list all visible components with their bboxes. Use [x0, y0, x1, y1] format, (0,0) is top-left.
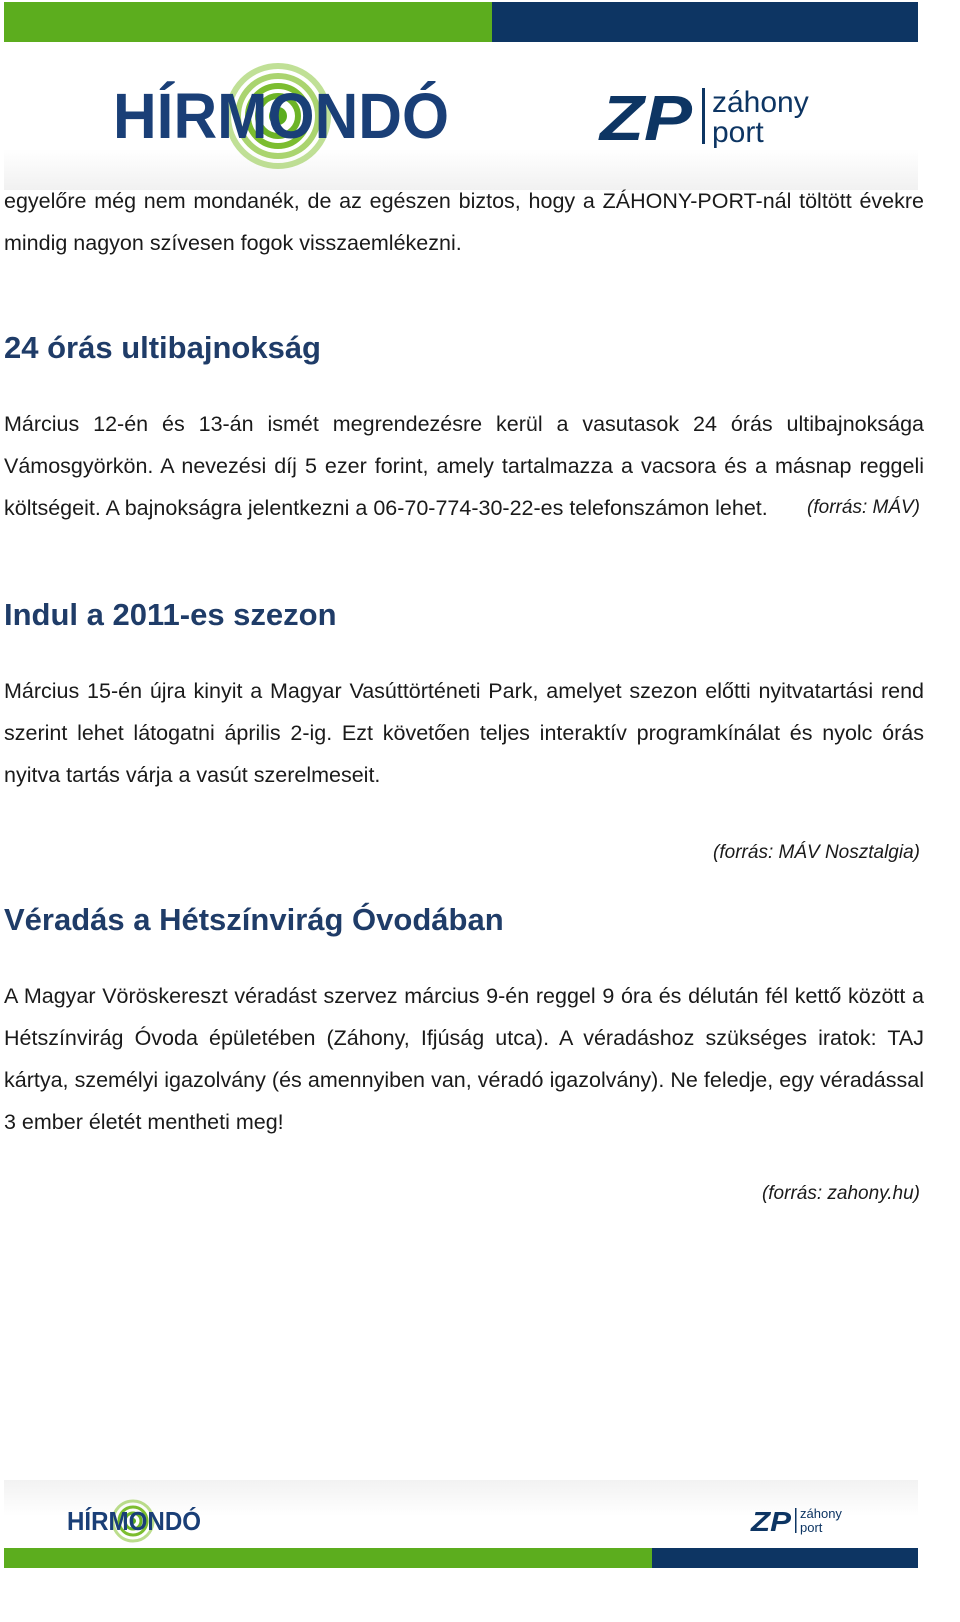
zp-mark: ZP — [598, 82, 693, 154]
hirmondo-logo — [106, 60, 456, 172]
article-body — [4, 403, 924, 529]
hirmondo-logo-text: HÍRMONDÓ — [67, 1506, 201, 1536]
zahony-text: záhony — [800, 1506, 842, 1521]
page-header — [0, 0, 960, 190]
footer-green-bar — [4, 1548, 652, 1568]
header-navy-bar — [492, 2, 918, 42]
article-title: Véradás a Hétszínvirág Óvodában — [4, 902, 504, 937]
article-source: (forrás: zahony.hu) — [761, 1183, 920, 1204]
zahony-port-logo — [598, 80, 838, 154]
port-text: port — [712, 116, 764, 149]
hirmondo-logo-text: HÍRMONDÓ — [113, 80, 449, 152]
article-source: (forrás: MÁV Nosztalgia) — [713, 842, 920, 863]
article-body: Március 15-én újra kinyit a Magyar Vasúttörténeti Park, amelyet szezon előtti nyitvatartási rend szerint lehet látogatni április 2-ig. Ezt követően teljes interaktív programkínálat és nyolc órás nyitva tartás várja a vasút szerelmeseit. — [4, 679, 924, 787]
zp-mark: ZP — [750, 1506, 792, 1536]
page-footer — [0, 1478, 960, 1622]
newsletter-content — [4, 180, 924, 1205]
footer-navy-bar — [652, 1548, 918, 1568]
zahony-text: záhony — [712, 86, 809, 119]
article-title: 24 órás ultibajnokság — [4, 330, 321, 365]
header-green-bar — [4, 2, 492, 42]
hirmondo-logo-small — [64, 1498, 204, 1544]
article-title: Indul a 2011-es szezon — [4, 597, 337, 632]
article-body: A Magyar Vöröskereszt véradást szervez március 9-én reggel 9 óra és délután fél kettő között a Hétszínvirág Óvoda épületében (Záhony, Ifjúság utca). A véradáshoz szükséges iratok: TAJ kártya, személyi igazolvány (és amennyiben van, véradó igazolvány). Ne feledje, egy véradással 3 ember életét mentheti meg! — [4, 984, 924, 1134]
port-text: port — [800, 1520, 823, 1535]
article-source: (forrás: MÁV) — [807, 497, 920, 518]
zahony-port-logo-small — [750, 1504, 854, 1536]
article-body-text: Március 12-én és 13-án ismét megrendezésre kerül a vasutasok 24 órás ultibajnoksága Vámosgyörkön. A nevezési díj 5 ezer forint, amely tartalmazza a vacsora és a másnap reggeli költségeit. A bajnokságra jelentkezni a 06-70-774-30-22-es telefonszámon lehet. — [4, 412, 924, 520]
intro-paragraph: egyelőre még nem mondanék, de az egészen biztos, hogy a ZÁHONY-PORT-nál töltött évekre mindig nagyon szívesen fogok visszaemlékezni. — [4, 189, 924, 255]
